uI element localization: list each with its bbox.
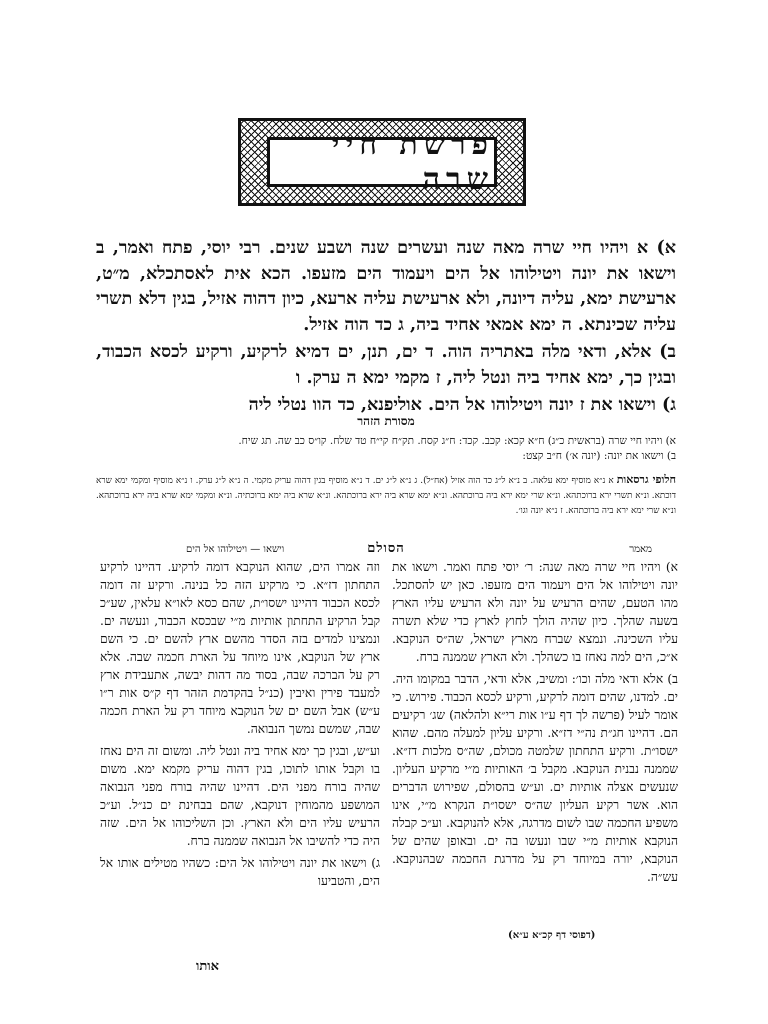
paragraph-text: וישאו את ז יונה ויטילוהו אל הים. אוליפנא, כד הוו נטלי ליה — [248, 395, 656, 415]
commentary-title: הסולם — [367, 541, 405, 556]
zohar-paragraph-1 — [96, 236, 676, 338]
header-label-right: מאמר — [629, 544, 652, 555]
header-label-left: וישאו — ויטילוהו אל הים — [186, 544, 285, 555]
masoret-line: ב) וישאו את יונה: (יונה א׳) ח״ב קצט: — [522, 450, 676, 462]
paragraph-marker: ב) — [659, 342, 676, 362]
commentary-paragraph: וזה אמרו הים, שהוא הנוקבא דומה לרקיע. דהיינו לרקיע התחתון דז״א. כי מרקיע הזה כל בנינה. ורקיע זה דומה לכסא הכבוד דהיינו ישסו״ת, שהם כסא לאו״א עלאין, שע״כ קבל הרקיע התחתון אותיות מ״י שבכסא הכבוד, ונעשה ים. ונמצינו למדים בזה הסדר מהשם ארץ להשם ים. כי השם ארץ של הנוקבא, אינו מיוחד על הארת חכמה שבה. אלא רק על הברכה שבה, בסוד מה דהות יבשה, אתעבידת ארץ למעבד פירין ואיבין (כנ״ל בהקדמת הזהר דף ק״ס אות ר״ו ע״ש) אבל השם ים של הנוקבא מיוחד רק על הארת חכמה שבה, שמשם נמשך הנבואה. — [100, 560, 380, 736]
commentary-paragraph: וע״ש, ובגין כך ימא אחיד ביה ונטל ליה. ומשום זה הים נאחז בו וקבל אותו לתוכו, בגין דהוה עריק מקמא ימא. משום שהיה בורח מפני הים. דהיינו שהיה בורח מפני הנבואה המושפע מהמוחין דנוקבא, שהם בבחינת ים כנ״ל. וע״כ הרעיש עליו הים ולא הארץ. וכן השליכוהו אל הים. שזה היה כדי להשיבו אל הנבואה שממנה ברח. — [100, 744, 380, 848]
title-box — [267, 127, 497, 197]
commentary-paragraph: א) ויהיו חיי שרה מאה שנה: ר׳ יוסי פתח ואמר. וישאו את יונה ויטילוהו אל הים ויעמוד הים מזעפו. כאן יש להסתכל. מהו הטעם, שהים הרעיש על יונה ולא הרעיש עליו הארץ בשעה שהלך. כיון שהיה הולך לחוץ לארץ כדי שלא תשרה עליו השכינה. ונמצא שברח מארץ ישראל, שה״ס הנוקבא. א״כ, הים למה נאחז בו כשהלך. ולא הארץ שממנה ברח. — [392, 560, 678, 664]
commentary-column-left — [100, 558, 380, 894]
paragraph-text: א ויהיו חיי שרה מאה שנה ועשרים שנה ושבע שנים. רבי יוסי, פתח ואמר, ב וישאו את יונה ויטילוהו אל הים ויעמוד הים מזעפו. הכא אית לאסתכלא, מ״ט, ארעישת ימא, עליה דיונה, ולא ארעישת עליה ארעא, כיון דהוה אזיל, בגין דלא תשרי עליה שכינתא. ה ימא אמאי אחיד ביה, ג כד הוה אזיל. — [96, 238, 676, 335]
commentary-paragraph: ג) וישאו את יונה ויטילוהו אל הים: כשהיו מטילים אותו אל הים, והטביעו — [100, 856, 380, 888]
masoret-heading: מסורת הזהר — [357, 414, 415, 428]
paragraph-marker: א) — [656, 238, 676, 258]
zohar-paragraph-2 — [96, 340, 676, 391]
variants-text: א נ״א מוסיף ימא עלאה. ב נ״א ל״ג כד הוה אזיל (אח״ל). ג נ״א ל״ג ים. ד נ״א מוסיף בגין דהוה עריק מקמי. ה נ״א ל״ג ערק. ו נ״א מוסיף ומקמי ימא שרא דוכתא. ונ״א תשרי ירא ברוכתהא. ונ״א שרי ימא ירא ביה ברוכתהא. ונ״א ימא שרא ביה ירא ברוכתהא. ונ״א שרא ביה ימא ברוכתיה. ונ״א ומקמי ימא שרא ביה ירא ברוכתהא. ונ״א שרי ימא ירא ביה ברוכתהא. ז נ״א יונה וגו׳. — [96, 476, 676, 516]
masoret-line: א) ויהיו חיי שרה (בראשית כ״ג) ח״א קכא: קכב. קכד: ח״ג קסח. תק״ח קי״ח טד שלח. קו״ס כב שה. תג שיח. — [238, 435, 676, 447]
catchword: אותו — [196, 959, 219, 974]
ornamental-title-frame — [238, 118, 526, 206]
paragraph-marker: ג) — [661, 395, 676, 415]
commentary-column-right — [392, 558, 678, 890]
commentary-header — [96, 540, 676, 560]
zohar-main-text — [96, 236, 676, 421]
variants-title: חלופי גרסאות — [616, 473, 676, 486]
masoret-references — [96, 434, 676, 464]
page-reference-note: (דפוסי דף קכ״א ע״א) — [508, 930, 596, 941]
paragraph-text: אלא, ודאי מלה באתריה הוה. ד ים, תנן, ים דמיא לרקיע, ורקיע לכסא הכבוד, ובגין כך, ימא אחיד ביה ונטל ליה, ז מקמי ימא ה ערק. ו — [96, 342, 676, 388]
commentary-paragraph: ב) אלא ודאי מלה וכו׳: ומשיב, אלא ודאי, הדבר במקומו היה. ים. למדנו, שהים דומה לרקיע, ורקיע לכסא הכבוד. פירוש. כי אומר לעיל (פרשה לך דף ע״ו אות רי״א ולהלאה) שג׳ רקיעים הם. דהיינו חג״ת נה״י דז״א. ורקיע עליון למעלה מהם. שהוא ישסו״ת. ורקיע התחתון שלמטה מכולם, שה״ס מלכות דז״א. שממנה נבנית הנוקבא. מקבל ב׳ האותיות מ״י מרקיע העליון. שנעשים אצלה אותיות ים. וע״ש בהסולם, שפירוש הדברים הוא. אשר רקיע העליון שה״ס ישסו״ת הנקרא מ״י, אינו משפיע החכמה שבו לשום מדרגה, אלא להנוקבא. וע״כ קבלה הנוקבא אותיות מ״י שבו ונעשו בה ים. ובאופן שהים של הנוקבא, יורה במיוחד רק על מדרגת החכמה שבהנוקבא. עש״ה. — [392, 672, 678, 884]
parsha-title: פרשת חיי שרה — [331, 127, 494, 197]
textual-variants — [96, 472, 676, 519]
